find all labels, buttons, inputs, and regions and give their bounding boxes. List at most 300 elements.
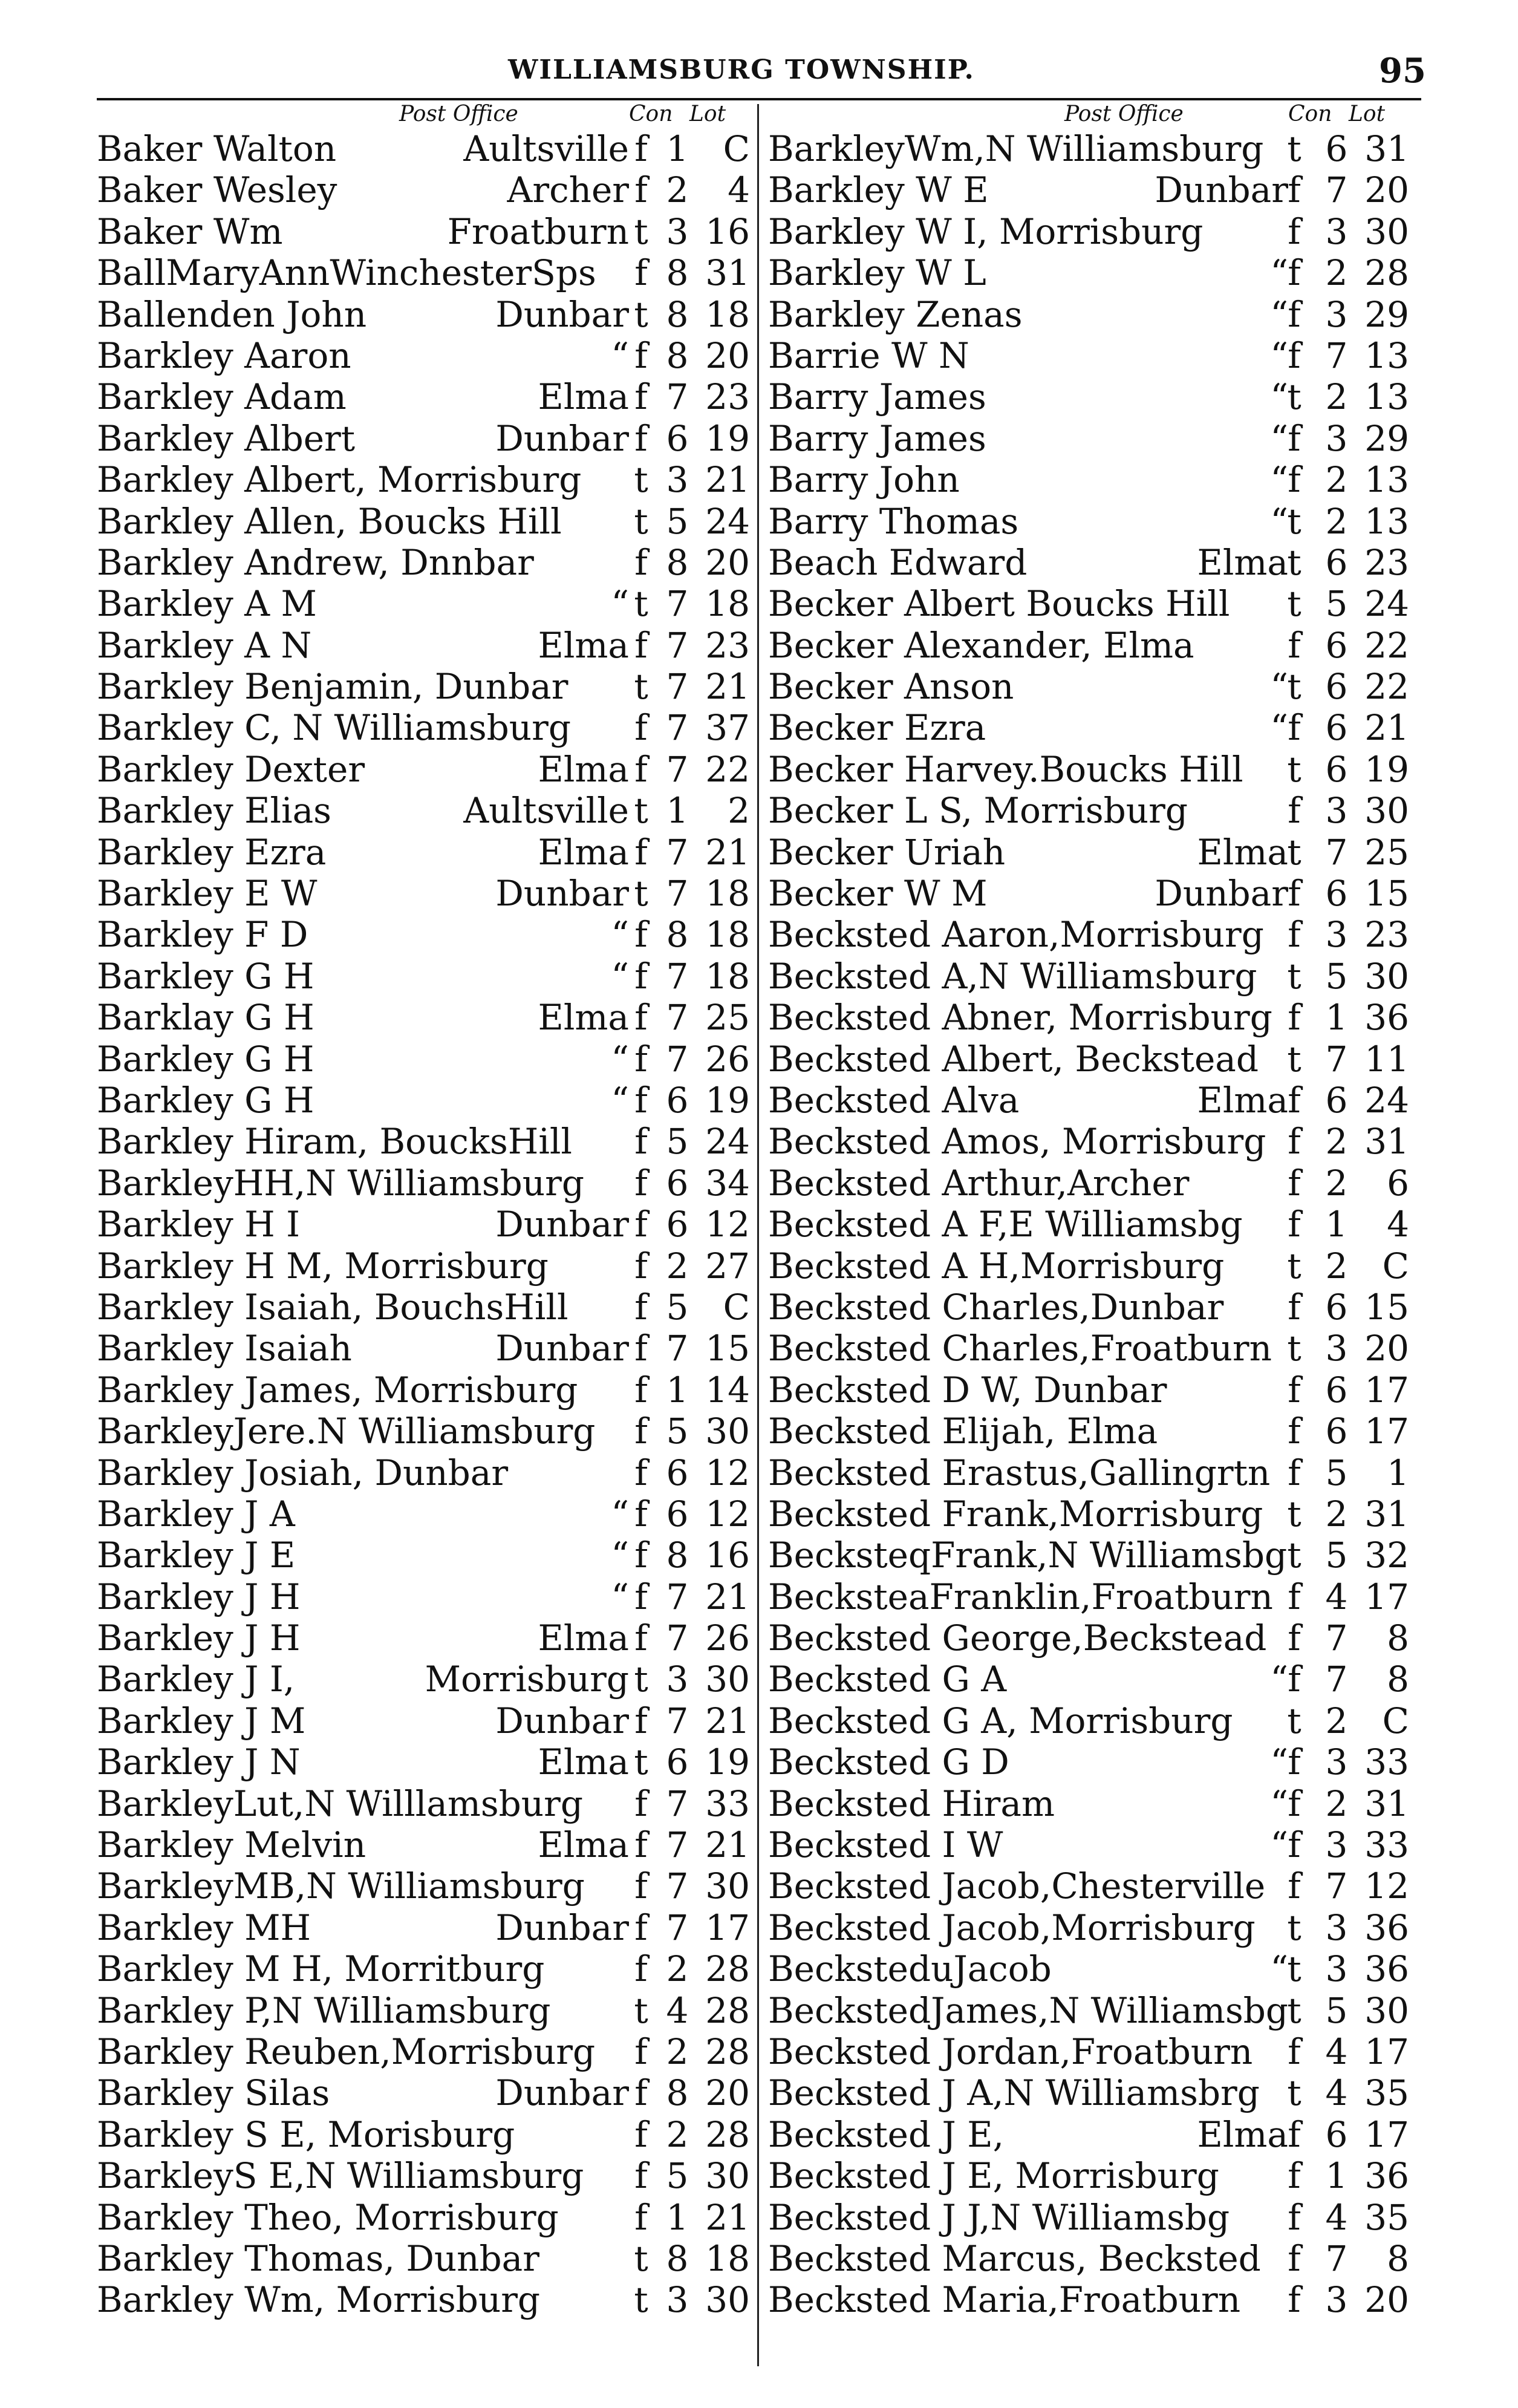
- entry-name: Barkley Dexter: [97, 748, 365, 790]
- entry-name: Barkley Elias: [97, 790, 331, 832]
- entry-tenure: t: [634, 1659, 648, 1700]
- entry-concession: 5: [1325, 583, 1348, 625]
- directory-entry: [97, 1080, 750, 1121]
- entry-lot: 12: [1364, 1865, 1409, 1907]
- entry-tenure: f: [634, 1369, 648, 1411]
- entry-post-office: Froatburn: [447, 210, 629, 252]
- entry-lot: 6: [1387, 1162, 1409, 1204]
- entry-tenure: f: [1288, 1369, 1301, 1411]
- entry-lot: 23: [1364, 914, 1409, 956]
- entry-post-office: Elma: [1197, 541, 1288, 583]
- entry-name: Barkley Aaron: [97, 334, 351, 376]
- directory-entry: [768, 294, 1421, 335]
- entry-post-office: Elma: [538, 376, 629, 418]
- entry-tenure: f: [634, 2196, 648, 2238]
- entry-name: Becksted Elijah, Elma: [768, 1411, 1158, 1452]
- entry-lot: 22: [1364, 624, 1409, 666]
- entry-lot: 29: [1364, 293, 1409, 335]
- entry-concession: 6: [1325, 1369, 1348, 1411]
- directory-entry: [97, 252, 750, 293]
- entry-tenure: f: [634, 2031, 648, 2072]
- directory-entry: [768, 459, 1421, 500]
- entry-lot: 30: [705, 2279, 750, 2321]
- entry-concession: 2: [666, 2113, 689, 2155]
- entry-post-office: “: [1270, 1824, 1288, 1866]
- directory-entry: [768, 252, 1421, 293]
- entry-post-office: Elma: [538, 1741, 629, 1783]
- entry-concession: 6: [666, 1162, 689, 1204]
- entry-lot: 24: [1364, 583, 1409, 625]
- entry-lot: 16: [705, 210, 750, 252]
- directory-entry: [97, 2031, 750, 2072]
- directory-entry: [97, 997, 750, 1038]
- entry-tenure: t: [1287, 583, 1301, 625]
- entry-lot: 19: [705, 1741, 750, 1783]
- entry-lot: 8: [1387, 2237, 1409, 2279]
- entry-name: Barkley H M, Morrisburg: [97, 1245, 549, 1287]
- directory-entry: [97, 1659, 750, 1700]
- entry-tenure: f: [634, 1493, 648, 1535]
- entry-tenure: f: [1288, 1204, 1301, 1245]
- entry-name: Barkley J E: [97, 1535, 296, 1576]
- entry-post-office: “: [611, 583, 629, 625]
- entry-post-office: Dunbar: [495, 1907, 629, 1948]
- entry-lot: 12: [705, 1493, 750, 1535]
- entry-lot: 15: [705, 1328, 750, 1369]
- entry-concession: 5: [1325, 955, 1348, 997]
- entry-concession: 7: [666, 997, 689, 1039]
- directory-entry: [768, 625, 1421, 666]
- entry-concession: 5: [666, 1286, 689, 1328]
- directory-entry: [97, 666, 750, 707]
- entry-lot: 19: [1364, 748, 1409, 790]
- entry-name: Barkley G H: [97, 1038, 314, 1080]
- directory-entry: [97, 128, 750, 169]
- entry-post-office: “: [1270, 252, 1288, 294]
- entry-concession: 7: [666, 624, 689, 666]
- entry-name: Barkley Isaiah, BouchsHill: [97, 1286, 568, 1328]
- directory-entry: [768, 1121, 1421, 1162]
- entry-lot: 15: [1364, 1286, 1409, 1328]
- entry-concession: 4: [1325, 2031, 1348, 2072]
- entry-concession: 2: [666, 2031, 689, 2072]
- entry-name: Barkley Allen, Boucks Hill: [97, 500, 562, 542]
- directory-entry: [97, 1328, 750, 1369]
- entry-tenure: f: [634, 1204, 648, 1245]
- entry-lot: 26: [705, 1038, 750, 1080]
- entry-concession: 7: [666, 707, 689, 749]
- entry-name: Barkley Reuben,Morrisburg: [97, 2031, 596, 2072]
- entry-concession: 3: [1325, 2279, 1348, 2321]
- entry-concession: 7: [666, 1328, 689, 1369]
- entry-tenure: f: [634, 831, 648, 873]
- entry-lot: 19: [705, 417, 750, 459]
- right-column-header: [768, 102, 1421, 128]
- entry-name: Barkley Silas: [97, 2072, 330, 2114]
- directory-entry: [97, 1121, 750, 1162]
- entry-name: Barkley J A: [97, 1493, 295, 1535]
- directory-entry: [768, 873, 1421, 914]
- directory-entry: [97, 1411, 750, 1452]
- entry-tenure: f: [1288, 417, 1301, 459]
- directory-entry: [768, 914, 1421, 955]
- entry-tenure: f: [634, 376, 648, 418]
- entry-tenure: f: [634, 1079, 648, 1121]
- directory-entry: [768, 707, 1421, 748]
- entry-name: Barklay G H: [97, 997, 314, 1039]
- entry-concession: 1: [666, 2196, 689, 2238]
- entry-name: Becksted Aaron,Morrisburg: [768, 914, 1264, 956]
- directory-entry: [768, 1535, 1421, 1576]
- entry-tenure: f: [634, 2155, 648, 2197]
- directory-entry: [97, 1990, 750, 2031]
- directory-entry: [768, 583, 1421, 624]
- entry-lot: 21: [1364, 707, 1409, 749]
- entry-concession: 3: [1325, 914, 1348, 956]
- entry-tenure: f: [1288, 1286, 1301, 1328]
- entry-name: Barkley Wm, Morrisburg: [97, 2279, 541, 2321]
- directory-entry: [97, 459, 750, 500]
- entry-name: Becksted J A,N Williamsbrg: [768, 2072, 1260, 2114]
- directory-entry: [768, 501, 1421, 542]
- entry-tenure: f: [634, 748, 648, 790]
- directory-entry: [97, 2114, 750, 2155]
- entry-concession: 7: [666, 1038, 689, 1080]
- entry-concession: 7: [666, 666, 689, 708]
- left-con-heading: Con: [629, 102, 673, 126]
- entry-lot: 17: [1364, 2031, 1409, 2072]
- entry-post-office: “: [1270, 707, 1288, 749]
- entry-lot: 23: [705, 376, 750, 418]
- entry-tenure: f: [634, 1700, 648, 1741]
- entry-lot: 34: [705, 1162, 750, 1204]
- entry-lot: 25: [705, 997, 750, 1039]
- entry-concession: 7: [666, 955, 689, 997]
- directory-entry: [97, 1700, 750, 1741]
- entry-lot: 20: [705, 541, 750, 583]
- directory-entry: [768, 2238, 1421, 2279]
- directory-entry: [768, 1411, 1421, 1452]
- entry-name: Becksted G D: [768, 1741, 1009, 1783]
- directory-entry: [97, 1948, 750, 1989]
- entry-post-office: “: [611, 1576, 629, 1617]
- entry-tenure: f: [634, 1286, 648, 1328]
- entry-concession: 5: [666, 1411, 689, 1452]
- directory-entry: [97, 1369, 750, 1411]
- directory-entry: [97, 2072, 750, 2113]
- entry-name: Becksted J E, Morrisburg: [768, 2155, 1219, 2197]
- directory-entry: [768, 832, 1421, 873]
- entry-concession: 6: [1325, 1286, 1348, 1328]
- entry-concession: 7: [1325, 1038, 1348, 1080]
- entry-lot: 4: [728, 169, 750, 211]
- entry-name: Barkley G H: [97, 955, 314, 997]
- entry-name: Barry John: [768, 459, 960, 501]
- entry-tenure: t: [634, 210, 648, 252]
- entry-name: Becker Ezra: [768, 707, 986, 749]
- directory-entry: [97, 211, 750, 252]
- entry-name: Becksted Charles,Froatburn: [768, 1328, 1272, 1369]
- entry-tenure: t: [634, 293, 648, 335]
- directory-entry: [768, 956, 1421, 997]
- directory-entry: [768, 2279, 1421, 2320]
- entry-name: Barkley W E: [768, 169, 989, 211]
- directory-entry: [768, 1080, 1421, 1121]
- entry-name: Barkley Ezra: [97, 831, 327, 873]
- entry-concession: 7: [666, 583, 689, 625]
- entry-tenure: f: [634, 1948, 648, 1990]
- entry-name: Barkley Andrew, Dnnbar: [97, 541, 534, 583]
- entry-name: Barkley F D: [97, 914, 308, 956]
- entry-name: Becksted Jacob,Chesterville: [768, 1865, 1266, 1907]
- entry-concession: 2: [1325, 500, 1348, 542]
- entry-concession: 1: [666, 1369, 689, 1411]
- entry-lot: 20: [1364, 2279, 1409, 2321]
- entry-name: Becker Harvey.Boucks Hill: [768, 748, 1243, 790]
- directory-entry: [97, 542, 750, 583]
- entry-tenure: t: [634, 666, 648, 708]
- entry-name: BarkleyLut,N Willlamsburg: [97, 1783, 583, 1824]
- entry-name: Barkley W L: [768, 252, 986, 294]
- entry-lot: 18: [705, 583, 750, 625]
- entry-concession: 3: [666, 1659, 689, 1700]
- entry-lot: 35: [1364, 2196, 1409, 2238]
- directory-entry: [768, 1576, 1421, 1617]
- entry-lot: 30: [705, 2155, 750, 2197]
- entry-name: Barkley Thomas, Dunbar: [97, 2237, 539, 2279]
- entry-tenure: f: [634, 334, 648, 376]
- directory-entry: [97, 832, 750, 873]
- entry-tenure: f: [1288, 1659, 1301, 1700]
- directory-entry: [768, 169, 1421, 210]
- directory-entry: [97, 418, 750, 459]
- entry-concession: 3: [1325, 210, 1348, 252]
- entry-tenure: t: [1287, 541, 1301, 583]
- entry-concession: 3: [1325, 293, 1348, 335]
- entry-name: Barkley Theo, Morrisburg: [97, 2196, 559, 2238]
- entry-post-office: Elma: [1197, 831, 1288, 873]
- entry-lot: 20: [1364, 1328, 1409, 1369]
- directory-entry: [768, 2155, 1421, 2196]
- entry-lot: 31: [1364, 1121, 1409, 1163]
- directory-entry: [97, 1493, 750, 1535]
- entry-concession: 7: [1325, 334, 1348, 376]
- entry-lot: 18: [705, 914, 750, 956]
- entry-lot: 30: [705, 1659, 750, 1700]
- entry-concession: 7: [666, 1617, 689, 1659]
- entry-tenure: f: [1288, 210, 1301, 252]
- entry-name: BeckstedJames,N Williamsbg: [768, 1989, 1289, 2031]
- entry-lot: 28: [705, 2031, 750, 2072]
- entry-lot: 24: [705, 1121, 750, 1163]
- left-post-office-heading: Post Office: [399, 102, 518, 126]
- entry-name: Becksted D W, Dunbar: [768, 1369, 1167, 1411]
- entry-tenure: t: [1287, 1328, 1301, 1369]
- entry-concession: 4: [1325, 1576, 1348, 1617]
- directory-entry: [768, 418, 1421, 459]
- entry-concession: 8: [666, 1535, 689, 1576]
- entry-tenure: t: [1287, 1989, 1301, 2031]
- entry-name: Barkley Benjamin, Dunbar: [97, 666, 568, 708]
- entry-name: Becksted Hiram: [768, 1783, 1055, 1824]
- entry-name: Becksted Arthur,Archer: [768, 1162, 1190, 1204]
- entry-name: Barkley MH: [97, 1907, 311, 1948]
- entry-tenure: f: [1288, 1411, 1301, 1452]
- entry-name: Barkley G H: [97, 1079, 314, 1121]
- left-lot-heading: Lot: [689, 102, 726, 126]
- entry-tenure: f: [1288, 2237, 1301, 2279]
- entry-name: Ballenden John: [97, 293, 367, 335]
- entry-lot: 13: [1364, 459, 1409, 501]
- entry-post-office: Dunbar: [495, 417, 629, 459]
- entry-lot: 25: [1364, 831, 1409, 873]
- entry-tenure: f: [634, 997, 648, 1039]
- entry-tenure: t: [634, 1741, 648, 1783]
- entry-tenure: f: [1288, 1576, 1301, 1617]
- entry-concession: 6: [666, 417, 689, 459]
- entry-lot: 22: [705, 748, 750, 790]
- entry-tenure: f: [634, 1121, 648, 1163]
- directory-entry: [768, 1990, 1421, 2031]
- entry-post-office: Elma: [538, 624, 629, 666]
- entry-concession: 2: [1325, 252, 1348, 294]
- entry-name: Becker Alexander, Elma: [768, 624, 1194, 666]
- entry-lot: 37: [705, 707, 750, 749]
- entry-post-office: Elma: [1197, 1079, 1288, 1121]
- entry-name: Barkley A M: [97, 583, 317, 625]
- entry-lot: 21: [705, 1824, 750, 1866]
- page-number: 95: [1379, 51, 1426, 91]
- entry-lot: 35: [1364, 2072, 1409, 2114]
- entry-name: Baker Walton: [97, 128, 337, 169]
- entry-tenure: f: [634, 2113, 648, 2155]
- entry-tenure: t: [1287, 831, 1301, 873]
- directory-entry: [768, 1287, 1421, 1328]
- entry-concession: 2: [666, 1245, 689, 1287]
- entry-name: BecksteduJacob: [768, 1948, 1052, 1990]
- entry-lot: 12: [705, 1452, 750, 1493]
- entry-concession: 7: [666, 1865, 689, 1907]
- entry-tenure: f: [634, 1824, 648, 1866]
- entry-tenure: t: [1287, 1535, 1301, 1576]
- entry-lot: 13: [1364, 376, 1409, 418]
- entry-tenure: f: [1288, 1162, 1301, 1204]
- entry-tenure: f: [1288, 1783, 1301, 1824]
- entry-post-office: Dunbar: [495, 1700, 629, 1741]
- entry-tenure: t: [634, 459, 648, 501]
- entry-post-office: “: [611, 1038, 629, 1080]
- entry-post-office: Elma: [538, 748, 629, 790]
- entry-lot: 36: [1364, 1907, 1409, 1948]
- entry-name: Becksted I W: [768, 1824, 1003, 1866]
- entry-concession: 7: [1325, 1659, 1348, 1700]
- entry-concession: 3: [1325, 1328, 1348, 1369]
- entry-lot: 8: [1387, 1659, 1409, 1700]
- entry-tenure: f: [1288, 1079, 1301, 1121]
- entry-concession: 5: [1325, 1452, 1348, 1493]
- entry-tenure: f: [634, 1535, 648, 1576]
- entry-concession: 1: [1325, 2155, 1348, 2197]
- entry-concession: 7: [666, 1576, 689, 1617]
- entry-tenure: f: [634, 541, 648, 583]
- entry-concession: 7: [1325, 169, 1348, 211]
- entry-concession: 6: [1325, 541, 1348, 583]
- entry-name: Barkley W I, Morrisburg: [768, 210, 1204, 252]
- entry-lot: 18: [705, 2237, 750, 2279]
- entry-lot: 33: [1364, 1741, 1409, 1783]
- entry-tenure: f: [634, 1907, 648, 1948]
- entry-concession: 5: [1325, 1989, 1348, 2031]
- directory-entry: [97, 1783, 750, 1824]
- directory-entry: [97, 2238, 750, 2279]
- entry-name: Beach Edward: [768, 541, 1028, 583]
- directory-entry: [768, 1204, 1421, 1245]
- directory-entry: [768, 666, 1421, 707]
- entry-name: Becker Anson: [768, 666, 1014, 708]
- page-title: WILLIAMSBURG TOWNSHIP.: [508, 54, 975, 85]
- directory-entry: [97, 790, 750, 831]
- entry-concession: 7: [1325, 1865, 1348, 1907]
- entry-tenure: f: [634, 169, 648, 211]
- entry-name: Baker Wm: [97, 210, 283, 252]
- entry-lot: 21: [705, 666, 750, 708]
- entry-name: BarkleyWm,N Williamsburg: [768, 128, 1264, 169]
- directory-entry: [768, 749, 1421, 790]
- entry-concession: 4: [1325, 2196, 1348, 2238]
- entry-tenure: t: [634, 500, 648, 542]
- entry-concession: 6: [666, 1079, 689, 1121]
- right-lot-heading: Lot: [1349, 102, 1386, 126]
- entry-name: Becksted A F,E Williamsbg: [768, 1204, 1243, 1245]
- entry-lot: C: [1382, 1245, 1409, 1287]
- entry-concession: 8: [666, 541, 689, 583]
- entry-concession: 6: [1325, 666, 1348, 708]
- entry-tenure: f: [1288, 624, 1301, 666]
- entry-concession: 8: [666, 293, 689, 335]
- entry-concession: 1: [1325, 997, 1348, 1039]
- entry-tenure: f: [1288, 2155, 1301, 2197]
- entry-concession: 5: [666, 500, 689, 542]
- entry-post-office: Archer: [507, 169, 629, 211]
- directory-entry: [97, 873, 750, 914]
- directory-entry: [768, 1948, 1421, 1989]
- entry-name: Becker W M: [768, 873, 988, 915]
- entry-post-office: Dunbar: [495, 2072, 629, 2114]
- entry-lot: 17: [705, 1907, 750, 1948]
- left-column: [97, 128, 750, 2321]
- entry-name: Barkley J H: [97, 1576, 301, 1617]
- entry-tenure: f: [634, 624, 648, 666]
- entry-name: Barkley Adam: [97, 376, 347, 418]
- entry-tenure: f: [634, 1162, 648, 1204]
- directory-entry: [768, 542, 1421, 583]
- entry-lot: 18: [705, 293, 750, 335]
- directory-entry: [768, 1245, 1421, 1287]
- entry-tenure: t: [634, 2279, 648, 2321]
- entry-tenure: f: [634, 128, 648, 169]
- entry-concession: 3: [666, 2279, 689, 2321]
- entry-post-office: “: [611, 914, 629, 956]
- entry-name: Barkley Albert, Morrisburg: [97, 459, 582, 501]
- entry-concession: 6: [1325, 624, 1348, 666]
- entry-concession: 2: [666, 169, 689, 211]
- entry-concession: 2: [1325, 459, 1348, 501]
- running-head: [0, 51, 1518, 93]
- entry-concession: 7: [666, 873, 689, 915]
- directory-entry: [768, 790, 1421, 831]
- entry-name: BarkleyMB,N Williamsburg: [97, 1865, 585, 1907]
- directory-entry: [768, 2072, 1421, 2113]
